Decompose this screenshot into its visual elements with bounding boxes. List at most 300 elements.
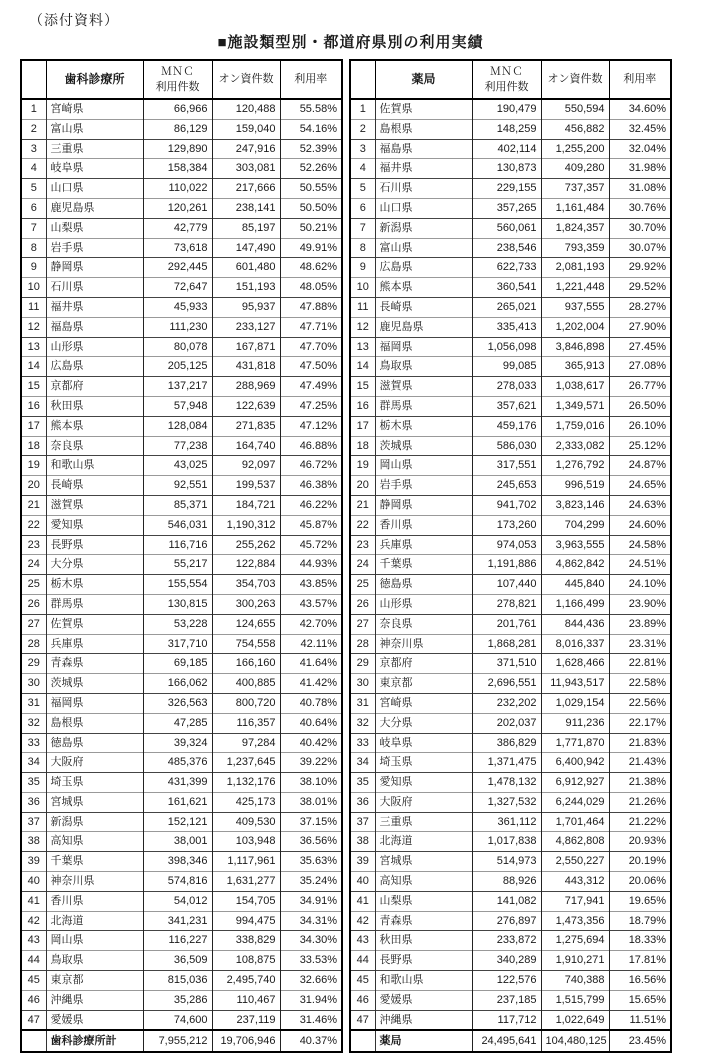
- page-title: ■施設類型別・都道府県別の利用実績: [217, 34, 484, 51]
- dental-clinics-rows: [21, 99, 342, 1030]
- table-row: [21, 297, 342, 317]
- rank-cell: 7: [359, 221, 366, 234]
- mnc-usage-value: 92,551: [143, 476, 212, 496]
- table-row: [350, 377, 671, 397]
- mnc-usage-value: 276,897: [472, 911, 541, 931]
- mnc-usage-value: 88,926: [472, 872, 541, 892]
- mnc-usage-value: 74,600: [143, 1010, 212, 1030]
- prefecture-cell: 和歌山県: [375, 971, 472, 991]
- onshi-count-value: 365,913: [541, 357, 609, 377]
- usage-rate-value: 30.70%: [609, 218, 671, 238]
- rank-cell: 45: [27, 974, 40, 987]
- onshi-count-value: 754,558: [212, 634, 280, 654]
- mnc-usage-value: 586,030: [472, 436, 541, 456]
- mnc-usage-value: 265,021: [472, 297, 541, 317]
- rank-cell: 30: [356, 677, 369, 690]
- rank-cell: 1: [30, 103, 37, 115]
- table-row: [350, 971, 671, 991]
- onshi-count-value: 1,190,312: [212, 515, 280, 535]
- table-row: [350, 654, 671, 674]
- rank-cell: 40: [27, 875, 40, 888]
- table-row: [350, 872, 671, 892]
- onshi-count-value: 4,862,808: [541, 832, 609, 852]
- onshi-count-value: 1,701,464: [541, 812, 609, 832]
- table-row: [21, 337, 342, 357]
- usage-rate-value: 47.12%: [280, 416, 342, 436]
- onshi-count-value: 793,359: [541, 238, 609, 258]
- usage-rate-value: 21.83%: [609, 733, 671, 753]
- prefecture-cell: 岩手県: [46, 238, 143, 258]
- rank-cell: 17: [27, 419, 40, 432]
- usage-rate-value: 36.56%: [280, 832, 342, 852]
- prefecture-cell: 福井県: [46, 297, 143, 317]
- prefecture-cell: 熊本県: [46, 416, 143, 436]
- usage-rate-value: 35.24%: [280, 872, 342, 892]
- usage-rate-value: 31.98%: [609, 159, 671, 179]
- prefecture-cell: 鹿児島県: [375, 317, 472, 337]
- usage-rate-value: 20.06%: [609, 872, 671, 892]
- rank-cell: 19: [27, 459, 40, 472]
- mnc-usage-value: 161,621: [143, 792, 212, 812]
- rank-cell: 43: [356, 934, 369, 947]
- table-row: [350, 515, 671, 535]
- prefecture-cell: 茨城県: [375, 436, 472, 456]
- prefecture-cell: 愛媛県: [375, 990, 472, 1010]
- prefecture-cell: 宮城県: [46, 792, 143, 812]
- total-row: [21, 1030, 342, 1052]
- usage-rate-value: 46.38%: [280, 476, 342, 496]
- table-row: [350, 396, 671, 416]
- mnc-usage-value: 43,025: [143, 456, 212, 476]
- onshi-count-value: 601,480: [212, 258, 280, 278]
- usage-rate-value: 47.49%: [280, 377, 342, 397]
- onshi-count-value: 354,703: [212, 575, 280, 595]
- total-rank-cell: [21, 1030, 46, 1052]
- onshi-count-value: 1,202,004: [541, 317, 609, 337]
- onshi-count-value: 1,628,466: [541, 654, 609, 674]
- onshi-count-value: 6,912,927: [541, 773, 609, 793]
- usage-rate-value: 20.19%: [609, 852, 671, 872]
- onshi-count-value: 151,193: [212, 278, 280, 298]
- onshi-count-value: 4,862,842: [541, 555, 609, 575]
- prefecture-cell: 秋田県: [375, 931, 472, 951]
- rank-cell: 35: [356, 776, 369, 789]
- onshi-count-value: 247,916: [212, 139, 280, 159]
- rank-cell: 11: [28, 300, 40, 313]
- table-row: [21, 693, 342, 713]
- onshi-count-value: 199,537: [212, 476, 280, 496]
- usage-rate-value: 52.39%: [280, 139, 342, 159]
- rank-cell: 6: [30, 201, 37, 214]
- mnc-usage-value: 335,413: [472, 317, 541, 337]
- mnc-usage-value: 278,033: [472, 377, 541, 397]
- onshi-count-value: 1,132,176: [212, 773, 280, 793]
- table-row: [350, 337, 671, 357]
- table-row: [350, 753, 671, 773]
- onshi-count-value: 1,161,484: [541, 198, 609, 218]
- table-row: [21, 594, 342, 614]
- table-row: [21, 911, 342, 931]
- prefecture-cell: 高知県: [46, 832, 143, 852]
- table-row: [350, 357, 671, 377]
- onshi-count-value: 108,875: [212, 951, 280, 971]
- mnc-usage-value: 292,445: [143, 258, 212, 278]
- usage-rate-value: 48.05%: [280, 278, 342, 298]
- prefecture-cell: 愛知県: [46, 515, 143, 535]
- usage-rate-header: 利用率: [280, 60, 342, 99]
- rank-cell: 40: [356, 875, 369, 888]
- mnc-usage-value: 80,078: [143, 337, 212, 357]
- mnc-header-line2: 利用件数: [155, 80, 200, 93]
- table-row: [350, 911, 671, 931]
- mnc-usage-value: 47,285: [143, 713, 212, 733]
- mnc-usage-value: 229,155: [472, 179, 541, 199]
- table-row: [21, 891, 342, 911]
- prefecture-cell: 大分県: [46, 555, 143, 575]
- mnc-usage-value: 485,376: [143, 753, 212, 773]
- mnc-usage-value: 238,546: [472, 238, 541, 258]
- prefecture-cell: 三重県: [375, 812, 472, 832]
- usage-rate-value: 27.08%: [609, 357, 671, 377]
- onshi-count-value: 2,550,227: [541, 852, 609, 872]
- rank-cell: 10: [27, 281, 40, 294]
- usage-rate-value: 29.52%: [609, 278, 671, 298]
- prefecture-cell: 京都府: [375, 654, 472, 674]
- onshi-count-value: 1,255,200: [541, 139, 609, 159]
- rank-cell: 24: [356, 558, 369, 571]
- rank-header: [21, 60, 46, 99]
- onshi-count-value: 1,349,571: [541, 396, 609, 416]
- onshi-count-header: オン資件数: [212, 60, 280, 99]
- total-rate-value: 23.45%: [609, 1030, 671, 1052]
- usage-rate-value: 46.72%: [280, 456, 342, 476]
- table-row: [21, 495, 342, 515]
- mnc-usage-value: 237,185: [472, 990, 541, 1010]
- table-row: [350, 218, 671, 238]
- usage-rate-value: 47.71%: [280, 317, 342, 337]
- table-row: [21, 555, 342, 575]
- prefecture-cell: 京都府: [46, 377, 143, 397]
- usage-rate-value: 46.22%: [280, 495, 342, 515]
- table-row: [21, 198, 342, 218]
- mnc-usage-value: 36,509: [143, 951, 212, 971]
- table-row: [350, 456, 671, 476]
- rank-cell: 20: [356, 479, 369, 492]
- prefecture-cell: 鳥取県: [375, 357, 472, 377]
- table-row: [21, 614, 342, 634]
- onshi-count-value: 166,160: [212, 654, 280, 674]
- rank-cell: 9: [359, 261, 366, 274]
- mnc-usage-value: 1,478,132: [472, 773, 541, 793]
- usage-rate-value: 50.50%: [280, 198, 342, 218]
- prefecture-cell: 佐賀県: [46, 614, 143, 634]
- table-row: [21, 575, 342, 595]
- prefecture-cell: 愛知県: [375, 773, 472, 793]
- usage-rate-value: 24.58%: [609, 535, 671, 555]
- mnc-usage-value: 73,618: [143, 238, 212, 258]
- table-row: [350, 674, 671, 694]
- onshi-count-value: 97,284: [212, 733, 280, 753]
- usage-rate-value: 15.65%: [609, 990, 671, 1010]
- usage-rate-value: 45.87%: [280, 515, 342, 535]
- rank-cell: 2: [30, 122, 37, 135]
- onshi-count-value: 147,490: [212, 238, 280, 258]
- onshi-count-value: 1,771,870: [541, 733, 609, 753]
- table-row: [350, 278, 671, 298]
- onshi-count-value: 1,515,799: [541, 990, 609, 1010]
- rank-cell: 23: [27, 538, 40, 551]
- table-row: [350, 139, 671, 159]
- table-row: [21, 733, 342, 753]
- usage-rate-value: 23.89%: [609, 614, 671, 634]
- facility-type-header: 薬局: [375, 60, 472, 99]
- mnc-usage-value: 152,121: [143, 812, 212, 832]
- table-row: [350, 792, 671, 812]
- rank-cell: 36: [27, 795, 40, 808]
- rank-header: [350, 60, 375, 99]
- prefecture-cell: 岩手県: [375, 476, 472, 496]
- prefecture-cell: 沖縄県: [375, 1010, 472, 1030]
- total-label: 歯科診療所計: [46, 1030, 143, 1052]
- prefecture-cell: 滋賀県: [375, 377, 472, 397]
- table-row: [21, 971, 342, 991]
- rank-cell: 4: [359, 162, 366, 175]
- mnc-usage-value: 45,933: [143, 297, 212, 317]
- total-rate-value: 40.37%: [280, 1030, 342, 1052]
- prefecture-cell: 東京都: [375, 674, 472, 694]
- usage-rate-value: 26.77%: [609, 377, 671, 397]
- onshi-count-value: 95,937: [212, 297, 280, 317]
- prefecture-cell: 岐阜県: [46, 159, 143, 179]
- prefecture-cell: 福井県: [375, 159, 472, 179]
- total-rank-cell: [350, 1030, 375, 1052]
- onshi-count-value: 338,829: [212, 931, 280, 951]
- prefecture-cell: 栃木県: [46, 575, 143, 595]
- mnc-usage-value: 158,384: [143, 159, 212, 179]
- mnc-usage-value: 39,324: [143, 733, 212, 753]
- onshi-count-value: 6,244,029: [541, 792, 609, 812]
- table-row: [350, 614, 671, 634]
- mnc-usage-value: 398,346: [143, 852, 212, 872]
- prefecture-cell: 長崎県: [375, 297, 472, 317]
- pharmacies-table: [349, 59, 672, 1053]
- onshi-count-value: 288,969: [212, 377, 280, 397]
- table-row: [21, 258, 342, 278]
- mnc-usage-value: 560,061: [472, 218, 541, 238]
- table-row: [21, 1010, 342, 1030]
- onshi-count-value: 800,720: [212, 693, 280, 713]
- usage-rate-value: 46.88%: [280, 436, 342, 456]
- mnc-usage-value: 2,696,551: [472, 674, 541, 694]
- mnc-usage-value: 116,716: [143, 535, 212, 555]
- mnc-usage-header: [143, 60, 212, 99]
- onshi-count-value: 704,299: [541, 515, 609, 535]
- prefecture-cell: 山梨県: [46, 218, 143, 238]
- total-mnc-value: 24,495,641: [472, 1030, 541, 1052]
- onshi-count-value: 1,275,694: [541, 931, 609, 951]
- onshi-count-value: 124,655: [212, 614, 280, 634]
- rank-cell: 2: [359, 122, 366, 135]
- rank-cell: 38: [27, 835, 40, 848]
- table-row: [21, 852, 342, 872]
- mnc-usage-header: [472, 60, 541, 99]
- onshi-count-value: 237,119: [212, 1010, 280, 1030]
- rank-cell: 18: [27, 439, 40, 452]
- mnc-usage-value: 1,371,475: [472, 753, 541, 773]
- mnc-usage-value: 117,712: [472, 1010, 541, 1030]
- mnc-usage-value: 317,710: [143, 634, 212, 654]
- onshi-count-value: 1,029,154: [541, 693, 609, 713]
- mnc-usage-value: 42,779: [143, 218, 212, 238]
- table-row: [21, 713, 342, 733]
- onshi-count-value: 844,436: [541, 614, 609, 634]
- usage-rate-value: 34.91%: [280, 891, 342, 911]
- onshi-count-value: 717,941: [541, 891, 609, 911]
- mnc-usage-value: 38,001: [143, 832, 212, 852]
- total-label: 薬局: [375, 1030, 472, 1052]
- tables-container: [20, 59, 672, 1053]
- table-row: [350, 99, 671, 119]
- table-row: [21, 872, 342, 892]
- rank-cell: 44: [27, 954, 40, 967]
- mnc-usage-value: 166,062: [143, 674, 212, 694]
- rank-cell: 10: [356, 281, 369, 294]
- onshi-count-value: 1,910,271: [541, 951, 609, 971]
- usage-rate-value: 19.65%: [609, 891, 671, 911]
- mnc-usage-value: 129,890: [143, 139, 212, 159]
- prefecture-cell: 宮崎県: [375, 693, 472, 713]
- table-row: [350, 258, 671, 278]
- onshi-count-value: 550,594: [541, 99, 609, 119]
- mnc-usage-value: 402,114: [472, 139, 541, 159]
- usage-rate-value: 21.22%: [609, 812, 671, 832]
- mnc-usage-value: 99,085: [472, 357, 541, 377]
- usage-rate-value: 24.63%: [609, 495, 671, 515]
- usage-rate-value: 32.66%: [280, 971, 342, 991]
- onshi-count-value: 994,475: [212, 911, 280, 931]
- onshi-count-value: 1,276,792: [541, 456, 609, 476]
- prefecture-cell: 大阪府: [375, 792, 472, 812]
- usage-rate-value: 37.15%: [280, 812, 342, 832]
- rank-cell: 16: [27, 399, 40, 412]
- usage-rate-value: 32.04%: [609, 139, 671, 159]
- table-row: [21, 931, 342, 951]
- table-row: [21, 396, 342, 416]
- onshi-count-value: 425,173: [212, 792, 280, 812]
- prefecture-cell: 神奈川県: [46, 872, 143, 892]
- mnc-usage-value: 546,031: [143, 515, 212, 535]
- rank-cell: 21: [27, 498, 40, 511]
- table-row: [21, 792, 342, 812]
- onshi-count-value: 159,040: [212, 119, 280, 139]
- usage-rate-value: 45.72%: [280, 535, 342, 555]
- mnc-usage-value: 371,510: [472, 654, 541, 674]
- prefecture-cell: 佐賀県: [375, 99, 472, 119]
- table-row: [350, 198, 671, 218]
- mnc-usage-value: 148,259: [472, 119, 541, 139]
- usage-rate-value: 22.58%: [609, 674, 671, 694]
- rank-cell: 8: [30, 241, 37, 254]
- prefecture-cell: 長野県: [375, 951, 472, 971]
- table-row: [350, 436, 671, 456]
- prefecture-cell: 沖縄県: [46, 990, 143, 1010]
- usage-rate-value: 18.79%: [609, 911, 671, 931]
- mnc-usage-value: 128,084: [143, 416, 212, 436]
- usage-rate-value: 33.53%: [280, 951, 342, 971]
- usage-rate-value: 41.42%: [280, 674, 342, 694]
- onshi-count-value: 2,081,193: [541, 258, 609, 278]
- table-row: [21, 753, 342, 773]
- onshi-count-value: 92,097: [212, 456, 280, 476]
- mnc-usage-value: 120,261: [143, 198, 212, 218]
- mnc-usage-value: 360,541: [472, 278, 541, 298]
- mnc-usage-value: 69,185: [143, 654, 212, 674]
- usage-rate-value: 34.30%: [280, 931, 342, 951]
- mnc-usage-value: 622,733: [472, 258, 541, 278]
- onshi-count-value: 300,263: [212, 594, 280, 614]
- prefecture-cell: 兵庫県: [375, 535, 472, 555]
- rank-cell: 29: [27, 657, 40, 670]
- table-row: [350, 832, 671, 852]
- usage-rate-value: 21.43%: [609, 753, 671, 773]
- usage-rate-value: 24.65%: [609, 476, 671, 496]
- table-row: [350, 733, 671, 753]
- rank-cell: 18: [356, 439, 369, 452]
- onshi-count-value: 1,824,357: [541, 218, 609, 238]
- usage-rate-value: 34.60%: [609, 99, 671, 119]
- table-row: [350, 713, 671, 733]
- usage-rate-value: 42.70%: [280, 614, 342, 634]
- prefecture-cell: 鳥取県: [46, 951, 143, 971]
- rank-cell: 20: [27, 479, 40, 492]
- table-row: [21, 139, 342, 159]
- onshi-count-value: 103,948: [212, 832, 280, 852]
- onshi-count-value: 409,280: [541, 159, 609, 179]
- prefecture-cell: 茨城県: [46, 674, 143, 694]
- table-row: [350, 931, 671, 951]
- rank-cell: 7: [30, 221, 37, 234]
- rank-cell: 29: [356, 657, 369, 670]
- prefecture-cell: 長野県: [46, 535, 143, 555]
- table-row: [350, 159, 671, 179]
- table-row: [350, 891, 671, 911]
- mnc-usage-value: 190,479: [472, 99, 541, 119]
- table-row: [350, 555, 671, 575]
- usage-rate-value: 54.16%: [280, 119, 342, 139]
- table-row: [350, 416, 671, 436]
- prefecture-cell: 奈良県: [375, 614, 472, 634]
- rank-cell: 22: [27, 518, 40, 531]
- prefecture-cell: 神奈川県: [375, 634, 472, 654]
- mnc-usage-value: 1,868,281: [472, 634, 541, 654]
- mnc-usage-value: 202,037: [472, 713, 541, 733]
- table-row: [350, 535, 671, 555]
- facility-type-header: 歯科診療所: [46, 60, 143, 99]
- prefecture-cell: 新潟県: [46, 812, 143, 832]
- usage-rate-value: 49.91%: [280, 238, 342, 258]
- header-row: [21, 60, 342, 99]
- table-row: [21, 674, 342, 694]
- prefecture-cell: 北海道: [375, 832, 472, 852]
- onshi-count-value: 3,963,555: [541, 535, 609, 555]
- rank-cell: 39: [27, 855, 40, 868]
- usage-rate-value: 31.46%: [280, 1010, 342, 1030]
- onshi-count-value: 1,237,645: [212, 753, 280, 773]
- onshi-count-value: 1,221,448: [541, 278, 609, 298]
- mnc-usage-value: 173,260: [472, 515, 541, 535]
- table-row: [350, 238, 671, 258]
- usage-rate-value: 22.81%: [609, 654, 671, 674]
